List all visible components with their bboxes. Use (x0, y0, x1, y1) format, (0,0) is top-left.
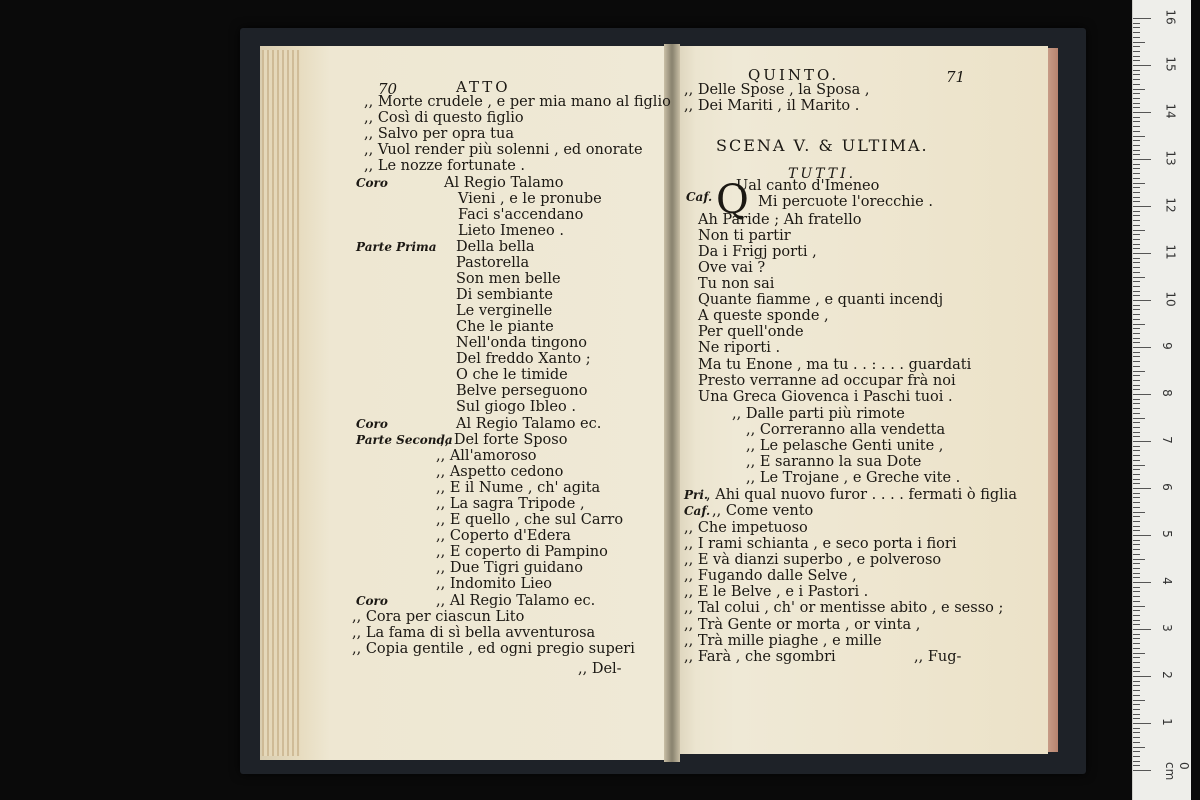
ruler-tick (1133, 479, 1140, 480)
ruler-tick (1133, 690, 1140, 691)
ruler-tick (1133, 714, 1140, 715)
ruler-tick (1133, 347, 1151, 348)
ruler-tick (1133, 84, 1140, 85)
right-text-line: ,, Dalle parti più rimote (732, 406, 905, 422)
right-speaker-label: Pri. (684, 488, 709, 502)
left-text-line: Al Regio Talamo (444, 175, 564, 191)
right-text-line: Mi percuote l'orecchie . (758, 194, 933, 210)
ruler-tick (1133, 168, 1140, 169)
left-page-number: 70 (378, 80, 398, 98)
ruler-tick (1133, 596, 1140, 597)
ruler-tick (1133, 309, 1140, 310)
ruler-tick (1133, 244, 1140, 245)
left-text-line: ,, Coperto d'Edera (436, 528, 571, 544)
ruler-tick (1133, 197, 1140, 198)
left-text-line: Al Regio Talamo ec. (456, 416, 602, 432)
right-text-line: Per quell'onde (698, 324, 804, 340)
ruler-tick (1133, 676, 1151, 677)
right-text-line: Non ti partir (698, 228, 791, 244)
right-page-number: 71 (946, 68, 966, 86)
left-text-line: ,, E quello , che sul Carro (436, 512, 624, 528)
ruler-tick (1133, 700, 1145, 701)
ruler-tick (1133, 42, 1145, 43)
ruler-tick (1133, 681, 1140, 682)
ruler-tick (1133, 450, 1140, 451)
right-text-line: Da i Frigj porti , (698, 244, 817, 260)
ruler-tick (1133, 98, 1140, 99)
ruler-tick (1133, 624, 1140, 625)
ruler-tick (1133, 150, 1140, 151)
ruler-tick (1133, 385, 1140, 386)
left-speaker-label: Parte Seconda (356, 433, 453, 447)
ruler-label: 9 (1159, 342, 1174, 350)
right-text-line: ,, Correranno alla vendetta (746, 422, 946, 438)
ruler-tick (1133, 460, 1140, 461)
ruler-tick (1133, 328, 1140, 329)
ruler-tick (1133, 718, 1140, 719)
ruler-tick (1133, 394, 1151, 395)
ruler-tick (1133, 573, 1140, 574)
ruler-tick (1133, 765, 1140, 766)
ruler-tick (1133, 756, 1140, 757)
ruler-tick (1133, 126, 1140, 127)
ruler-tick (1133, 563, 1140, 564)
left-text-line: Son men belle (456, 271, 561, 287)
ruler-tick (1133, 117, 1140, 118)
ruler-tick (1133, 469, 1140, 470)
left-text-line: ,, Del forte Sposo (440, 432, 568, 448)
ruler-tick (1133, 253, 1151, 254)
left-text-line: ,, Al Regio Talamo ec. (436, 593, 596, 609)
measuring-ruler (1132, 0, 1191, 800)
left-text-line: Di sembiante (456, 287, 553, 303)
left-text-line: Lieto Imeneo . (458, 223, 564, 239)
ruler-tick (1133, 201, 1140, 202)
ruler-tick (1133, 695, 1140, 696)
ruler-tick (1133, 399, 1140, 400)
left-text-line: ,, Due Tigri guidano (436, 560, 584, 576)
ruler-tick (1133, 507, 1140, 508)
right-text-line: ,, Dei Mariti , il Marito . (684, 98, 860, 114)
ruler-tick (1133, 230, 1145, 231)
right-speaker-label: Caf. (684, 504, 711, 518)
left-text-line: ,, La sagra Tripode , (436, 496, 585, 512)
ruler-label: 11 (1163, 244, 1178, 260)
ruler-tick (1133, 192, 1140, 193)
ruler-tick (1133, 18, 1151, 19)
ruler-tick (1133, 657, 1140, 658)
ruler-tick (1133, 413, 1140, 414)
ruler-tick (1133, 483, 1140, 484)
right-text-line: Tu non sai (698, 276, 775, 292)
right-text-line: ,, Fugando dalle Selve , (684, 568, 857, 584)
ruler-tick (1133, 211, 1140, 212)
ruler-label: 14 (1163, 103, 1178, 119)
left-text-line: ,, Le nozze fortunate . (364, 158, 525, 174)
left-text-line: Della bella (456, 239, 535, 255)
ruler-tick (1133, 685, 1140, 686)
ruler-tick (1133, 164, 1140, 165)
book-gutter (664, 44, 680, 762)
right-text-line: Ah Paride ; Ah fratello (698, 212, 862, 228)
ruler-tick (1133, 502, 1140, 503)
ruler-tick (1133, 544, 1140, 545)
ruler-tick (1133, 140, 1140, 141)
right-text-line: A queste sponde , (698, 308, 829, 324)
right-text-line: ,, Delle Spose , la Sposa , (684, 82, 870, 98)
right-text-line: ,, E và dianzi superbo , e polveroso (684, 552, 942, 568)
ruler-tick (1133, 455, 1140, 456)
ruler-tick (1133, 389, 1140, 390)
right-text-line: ,, Le pelasche Genti unite , (746, 438, 944, 454)
right-text-line: ,, Trà Gente or morta , or vinta , (684, 617, 921, 633)
ruler-tick (1133, 418, 1145, 419)
ruler-label: 7 (1159, 436, 1174, 444)
ruler-tick (1133, 540, 1140, 541)
ruler-tick (1133, 465, 1145, 466)
ruler-tick (1133, 653, 1145, 654)
ruler-tick (1133, 535, 1151, 536)
right-text-line: Ove vai ? (698, 260, 766, 276)
ruler-tick (1133, 300, 1151, 301)
ruler-tick (1133, 638, 1140, 639)
left-text-line: ,, Così di questo figlio (364, 110, 524, 126)
right-text-line: Una Greca Giovenca i Paschi tuoi . (698, 389, 953, 405)
ruler-tick (1133, 559, 1145, 560)
ruler-tick (1133, 747, 1145, 748)
ruler-tick (1133, 60, 1140, 61)
left-text-line: Del freddo Xanto ; (456, 351, 591, 367)
ruler-tick (1133, 620, 1140, 621)
ruler-tick (1133, 206, 1151, 207)
ruler-tick (1133, 281, 1140, 282)
right-text-line: Ma tu Enone , ma tu . . : . . . guardati (698, 357, 972, 373)
ruler-tick (1133, 441, 1151, 442)
right-text-line: ,, I rami schianta , e seco porta i fiori (684, 536, 957, 552)
right-text-line: ,, Che impetuoso (684, 520, 808, 536)
ruler-tick (1133, 314, 1140, 315)
ruler-label: 5 (1159, 530, 1174, 538)
ruler-tick (1133, 709, 1140, 710)
left-text-line: O che le timide (456, 367, 568, 383)
ruler-tick (1133, 112, 1151, 113)
ruler-tick (1133, 220, 1140, 221)
ruler-tick (1133, 145, 1140, 146)
left-text-line: ,, Morte crudele , e per mia mano al figlio (364, 94, 671, 110)
ruler-tick (1133, 436, 1140, 437)
ruler-tick (1133, 277, 1145, 278)
ruler-label: 4 (1159, 577, 1174, 585)
ruler-tick (1133, 732, 1140, 733)
right-text-line: , Ahi qual nuovo furor . . . . fermati ò figlia (706, 487, 1018, 503)
ruler-tick (1133, 291, 1140, 292)
ruler-tick (1133, 234, 1140, 235)
left-text-line: Nell'onda tingono (456, 335, 588, 351)
ruler-tick (1133, 356, 1140, 357)
ruler-tick (1133, 634, 1140, 635)
ruler-tick (1133, 530, 1140, 531)
left-speaker-label: Parte Prima (356, 240, 437, 254)
ruler-tick (1133, 352, 1140, 353)
ruler-tick (1133, 37, 1140, 38)
ruler-tick (1133, 704, 1140, 705)
left-text-line: Belve perseguono (456, 383, 588, 399)
ruler-tick (1133, 643, 1140, 644)
right-text-line: Presto verranne ad occupar frà noi (698, 373, 956, 389)
ruler-tick (1133, 258, 1140, 259)
ruler-tick (1133, 267, 1140, 268)
ruler-tick (1133, 615, 1140, 616)
ruler-tick (1133, 737, 1140, 738)
ruler-tick (1133, 79, 1140, 80)
ruler-tick (1133, 173, 1140, 174)
ruler-tick (1133, 427, 1140, 428)
left-text-line: Sul giogo Ibleo . (456, 399, 576, 415)
ruler-tick (1133, 56, 1140, 57)
ruler-tick (1133, 225, 1140, 226)
ruler-tick (1133, 512, 1145, 513)
right-text-line: ,, Trà mille piaghe , e mille (684, 633, 882, 649)
left-text-line: ,, E il Nume , ch' agita (436, 480, 601, 496)
left-text-line: ,, Indomito Lieo (436, 576, 553, 592)
left-speaker-label: Coro (356, 417, 388, 431)
ruler-tick (1133, 361, 1140, 362)
ruler-tick (1133, 93, 1140, 94)
ruler-tick (1133, 648, 1140, 649)
right-text-line: ,, Farà , che sgombri (684, 649, 836, 665)
left-speaker-label: Coro (356, 594, 388, 608)
ruler-tick (1133, 272, 1140, 273)
ruler-tick (1133, 342, 1140, 343)
ruler-tick (1133, 375, 1140, 376)
ruler-tick (1133, 568, 1140, 569)
ruler-tick (1133, 723, 1151, 724)
right-text-line: ,, E le Belve , e i Pastori . (684, 584, 869, 600)
ruler-label: 16 (1163, 9, 1178, 25)
right-text-line: Ne riporti . (698, 340, 781, 356)
speaker-label: Caf. (686, 190, 713, 204)
right-page-edge (1048, 48, 1058, 752)
scene-title: SCENA V. & ULTIMA. (716, 136, 929, 155)
left-text-line: Faci s'accendano (458, 207, 584, 223)
ruler-tick (1133, 601, 1140, 602)
ruler-tick (1133, 70, 1140, 71)
left-page-edges (262, 50, 300, 756)
left-text-line: Vieni , e le pronube (458, 191, 602, 207)
left-text-line: ,, All'amoroso (436, 448, 537, 464)
ruler-tick (1133, 131, 1140, 132)
drop-cap: Q (716, 177, 749, 223)
left-text-line: Le verginelle (456, 303, 553, 319)
ruler-tick (1133, 121, 1140, 122)
ruler-tick (1133, 446, 1140, 447)
ruler-tick (1133, 521, 1140, 522)
ruler-tick (1133, 629, 1151, 630)
right-text-line: ,, Come vento (712, 503, 814, 519)
ruler-tick (1133, 587, 1140, 588)
ruler-tick (1133, 239, 1140, 240)
ruler-tick (1133, 338, 1140, 339)
ruler-tick (1133, 159, 1151, 160)
ruler-tick (1133, 742, 1140, 743)
ruler-tick (1133, 591, 1140, 592)
right-text-line: Quante fiamme , e quanti incendj (698, 292, 944, 308)
ruler-tick (1133, 65, 1151, 66)
ruler-tick (1133, 107, 1140, 108)
left-text-line: ,, Salvo per opra tua (364, 126, 514, 142)
right-text-line: ,, Le Trojane , e Greche vite . (746, 470, 961, 486)
ruler-tick (1133, 319, 1140, 320)
ruler-tick (1133, 432, 1140, 433)
ruler-label: 3 (1159, 624, 1174, 632)
ruler-tick (1133, 366, 1140, 367)
speakers-heading: TUTTI. (788, 166, 857, 182)
ruler-tick (1133, 248, 1140, 249)
ruler-tick (1133, 324, 1145, 325)
left-speaker-label: Coro (356, 176, 388, 190)
right-text-line: Ual canto d'Imeneo (736, 178, 880, 194)
ruler-tick (1133, 577, 1140, 578)
ruler-tick (1133, 493, 1140, 494)
ruler-tick (1133, 728, 1140, 729)
ruler-tick (1133, 305, 1140, 306)
left-text-line: ,, Copia gentile , ed ogni pregio superi (352, 641, 635, 657)
ruler-label: 1 (1159, 718, 1174, 726)
ruler-label: 15 (1163, 56, 1178, 72)
right-text-line: ,, Tal colui , ch' or mentisse abito , e sesso ; (684, 600, 1004, 616)
left-running-head: ATTO (456, 78, 511, 96)
ruler-label: 2 (1159, 671, 1174, 679)
ruler-tick (1133, 488, 1151, 489)
ruler-tick (1133, 103, 1140, 104)
ruler-label: 0 cm (1163, 762, 1191, 781)
ruler-tick (1133, 187, 1140, 188)
ruler-label: 10 (1163, 291, 1178, 307)
ruler-tick (1133, 51, 1140, 52)
ruler-tick (1133, 74, 1140, 75)
left-text-line: ,, E coperto di Pampino (436, 544, 608, 560)
ruler-tick (1133, 662, 1140, 663)
ruler-label: 8 (1159, 389, 1174, 397)
ruler-tick (1133, 89, 1145, 90)
ruler-label: 13 (1163, 150, 1178, 166)
ruler-tick (1133, 136, 1145, 137)
ruler-tick (1133, 549, 1140, 550)
ruler-label: 12 (1163, 197, 1178, 213)
ruler-tick (1133, 516, 1140, 517)
ruler-tick (1133, 295, 1140, 296)
ruler-tick (1133, 23, 1140, 24)
ruler-tick (1133, 32, 1140, 33)
ruler-tick (1133, 178, 1140, 179)
ruler-tick (1133, 408, 1140, 409)
left-text-line: Che le piante (456, 319, 554, 335)
ruler-tick (1133, 262, 1140, 263)
ruler-tick (1133, 582, 1151, 583)
ruler-tick (1133, 554, 1140, 555)
ruler-tick (1133, 474, 1140, 475)
ruler-tick (1133, 371, 1145, 372)
left-text-line: ,, Cora per ciascun Lito (352, 609, 525, 625)
left-text-line: ,, Vuol render più solenni , ed onorate (364, 142, 643, 158)
left-text-line: ,, Del- (578, 661, 622, 677)
right-text-line: ,, E saranno la sua Dote (746, 454, 922, 470)
ruler-tick (1133, 751, 1140, 752)
ruler-tick (1133, 215, 1140, 216)
ruler-label: 6 (1159, 483, 1174, 491)
ruler-tick (1133, 606, 1145, 607)
ruler-tick (1133, 286, 1140, 287)
ruler-tick (1133, 671, 1140, 672)
ruler-tick (1133, 770, 1151, 771)
ruler-tick (1133, 154, 1140, 155)
ruler-tick (1133, 422, 1140, 423)
ruler-tick (1133, 46, 1140, 47)
ruler-tick (1133, 761, 1140, 762)
ruler-tick (1133, 380, 1140, 381)
left-text-line: ,, La fama di sì bella avventurosa (352, 625, 596, 641)
ruler-tick (1133, 333, 1140, 334)
right-running-head: QUINTO. (748, 66, 840, 84)
ruler-tick (1133, 497, 1140, 498)
ruler-tick (1133, 27, 1140, 28)
ruler-tick (1133, 667, 1140, 668)
left-text-line: ,, Aspetto cedono (436, 464, 564, 480)
left-text-line: Pastorella (456, 255, 530, 271)
ruler-tick (1133, 610, 1140, 611)
right-text-line: ,, Fug- (914, 649, 962, 665)
ruler-tick (1133, 526, 1140, 527)
ruler-tick (1133, 403, 1140, 404)
ruler-tick (1133, 183, 1145, 184)
